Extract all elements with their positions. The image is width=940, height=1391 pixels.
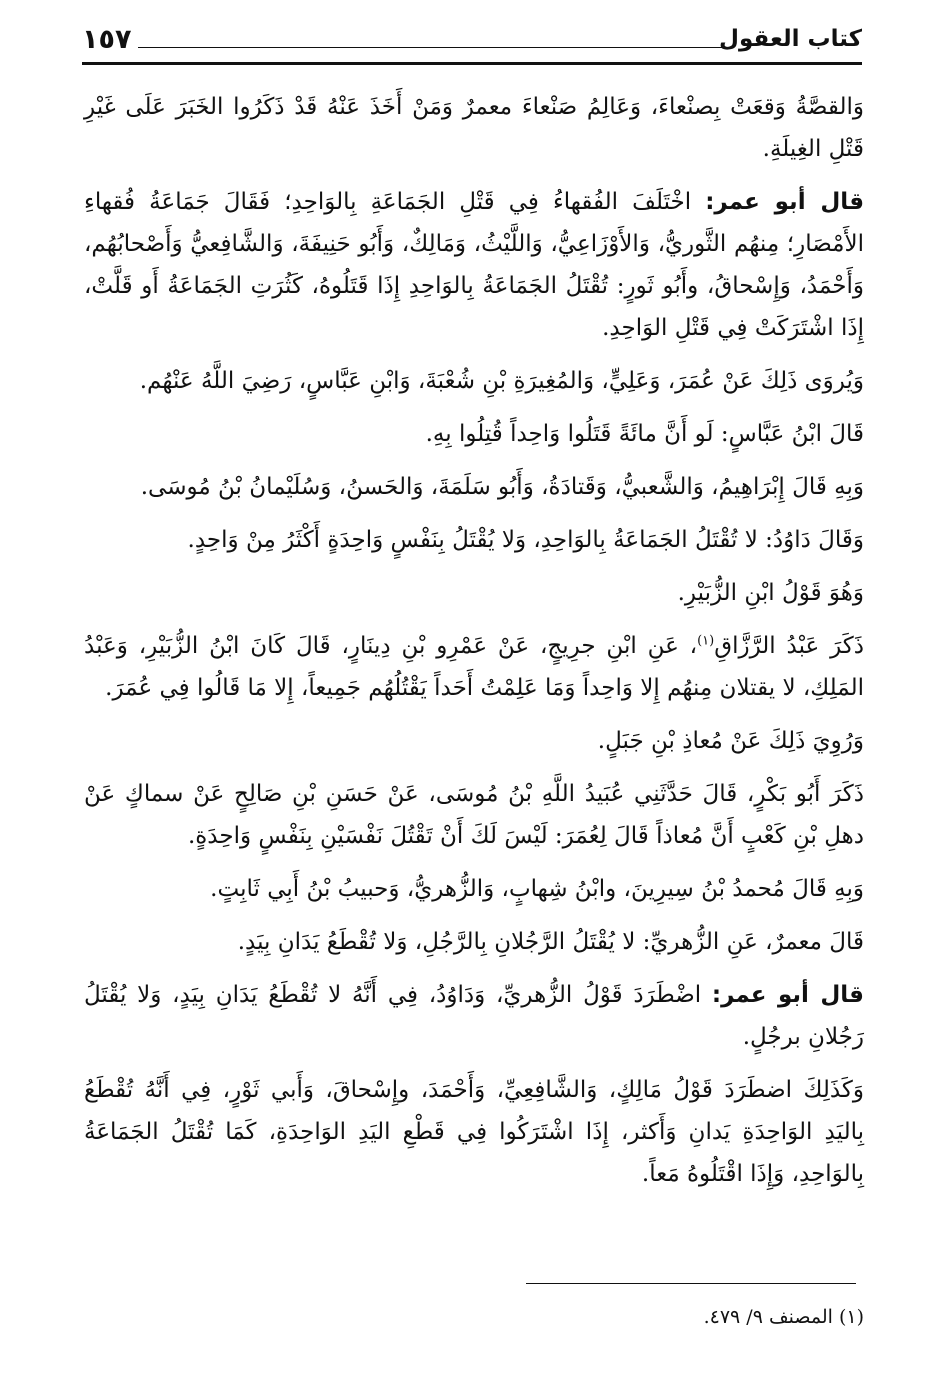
paragraph-13 <box>84 974 864 1058</box>
speaker-heading: قال أبو عمر: <box>705 189 865 215</box>
paragraph-14 <box>84 1069 864 1195</box>
paragraph-text: اخْتَلَفَ الفُقهاءُ فِي قَتْلِ الجَمَاعَةِ بِالوَاحِدِ؛ فَقَالَ جَمَاعَةُ فُقهاءِ الأَمْصَارِ؛ مِنهُم الثَّوريُّ، وَالأَوْزَاعِيُّ، وَاللَّيْثُ، وَمَالِكٌ، وَأَبُو حَنِيفَةَ، وَالشَّافِعيُّ وَأَصْحابُهُم، وَأَحْمَدُ، وَإِسْحاقُ، وأَبُو ثَورٍ: تُقْتَلُ الجَمَاعَةُ بِالوَاحِدِ إِذَا قَتَلُوهُ، كَثُرَتِ الجَمَاعَةُ أَو قَلَّتْ، إِذَا اشْتَرَكَتْ فِي قَتْلِ الوَاحِدِ. <box>84 189 864 341</box>
speaker-heading: قال أبو عمر: <box>711 982 864 1008</box>
running-title: كتاب العقول <box>719 26 862 52</box>
paragraph-9 <box>84 720 864 762</box>
page-header <box>82 20 862 64</box>
paragraph-11 <box>84 868 864 910</box>
paragraph-4 <box>84 413 864 455</box>
paragraph-text: قَالَ معمرٌ، عَنِ الزُّهريِّ: لا يُقْتَلُ الرَّجُلانِ بِالرَّجُلِ، وَلا تُقْطَعُ يَدَانِ بِيَدٍ. <box>237 929 864 955</box>
paragraph-text: وَالقصَّةُ وَقعَتْ بِصنْعاءَ، وَعَالِمُ صَنْعاءَ معمرٌ وَمَنْ أَخَذَ عَنْهُ قَدْ ذَكَرُوا الخَبَرَ عَلَى غَيْرِ قَتْلِ الغِيلَةِ. <box>84 94 864 162</box>
paragraph-text: اضْطَرَدَ قَوْلُ الزُّهريِّ، وَدَاوُدُ، فِي أَنَّهُ لا تُقْطَعُ يَدَانِ بِيَدٍ، وَلا يُقْتَلُ رَجُلانِ برجُلٍ. <box>84 982 864 1050</box>
header-rule-thin <box>138 47 730 48</box>
page-body <box>84 86 864 1206</box>
paragraph-text: قَالَ ابْنُ عَبَّاسٍ: لَو أَنَّ مائَةً قَتَلُوا وَاحِداً قُتِلُوا بِهِ. <box>425 421 864 447</box>
paragraph-text: وَقَالَ دَاوُدُ: لا تُقْتَلُ الجَمَاعَةُ بِالوَاحِدِ، وَلا يُقْتَلُ بِنَفْسٍ وَاحِدَةٍ أَكْثَرُ مِنْ وَاحِدٍ. <box>187 527 864 553</box>
paragraph-1 <box>84 86 864 170</box>
paragraph-text: وَيُروَى ذَلِكَ عَنْ عُمَرَ، وَعَلِيٍّ، وَالمُغِيرَةِ بْنِ شُعْبَةَ، وَابْنِ عَبَّاسٍ، رَضِيَ اللَّهُ عَنْهُم. <box>139 368 864 394</box>
paragraph-text: ، عَنِ ابْنِ جرِيجٍ، عَنْ عَمْرِو بْنِ دِينَارٍ، قَالَ كَانَ ابْنُ الزُّبَيْرِ، وَعَبْدُ المَلِكِ، لا يقتلان مِنهُم إِلا وَاحِداً وَمَا عَلِمْتُ أَحَداً يَقْتُلُهُم جَمِيعاً، إِلا مَا قَالُوا فِي عُمَرَ. <box>84 633 864 701</box>
paragraph-6 <box>84 519 864 561</box>
paragraph-text: وَهُوَ قَوْلُ ابْنِ الزُّبَيْرِ. <box>677 580 864 606</box>
paragraph-7 <box>84 572 864 614</box>
paragraph-text-before-ref: ذَكَرَ عَبْدُ الرَّزَّاقِ <box>714 633 864 659</box>
footnote-reference[interactable]: (١) <box>697 633 715 649</box>
paragraph-text: وَكَذَلِكَ اضطَرَدَ قَوْلُ مَالِكٍ، وَالشَّافِعِيِّ، وَأَحْمَدَ، وإِسْحاقَ، وَأَبي ثَوْرٍ، فِي أَنَّهُ تُقْطَعُ بِاليَدِ الوَاحِدَةِ يَدانِ وَأَكثر، إِذَا اشْتَرَكُوا فِي قَطْعِ اليَدِ الوَاحِدَةِ، كَمَا تُقْتَلُ الجَمَاعَةُ بِالوَاحِدِ، وَإِذَا اقْتَلُوهُ مَعاً. <box>84 1077 864 1187</box>
paragraph-2 <box>84 181 864 349</box>
paragraph-text: وَبِهِ قَالَ مُحمدُ بْنُ سِيرِينَ، وابْنُ شِهابٍ، وَالزُّهريُّ، وَحبيبُ بْنُ أَبِي ثَابِتٍ. <box>210 876 864 902</box>
paragraph-text: وَبِهِ قَالَ إِبْرَاهِيمُ، وَالشَّعبيُّ، وَقَتادَةُ، وَأَبُو سَلَمَةَ، وَالحَسنُ، وَسُلَيْمانُ بْنُ مُوسَى. <box>140 474 864 500</box>
paragraph-text: ذَكَرَ أَبُو بَكْرٍ، قَالَ حَدَّثَنِي عُبَيدُ اللَّهِ بْنُ مُوسَى، عَنْ حَسَنِ بْنِ صَالِحٍ عَنْ سماكٍ عَنْ دهلِ بْنِ كَعْبٍ أَنَّ مُعاذاً قَالَ لِعُمَرَ: لَيْسَ لَكَ أَنْ تَقْتُلَ نَفْسَيْنِ بِنَفْسٍ وَاحِدَةٍ. <box>84 781 864 849</box>
paragraph-10 <box>84 773 864 857</box>
paragraph-8 <box>84 625 864 709</box>
paragraph-5 <box>84 466 864 508</box>
header-rule-thick <box>82 62 862 65</box>
paragraph-text: وَرُوِيَ ذَلِكَ عَنْ مُعاذِ بْنِ جَبَلٍ. <box>597 728 864 754</box>
paragraph-3 <box>84 360 864 402</box>
page-number: ١٥٧ <box>82 24 132 55</box>
footnote-rule <box>526 1283 856 1284</box>
paragraph-12 <box>84 921 864 963</box>
footnote: (١) المصنف ٩/ ٤٧٩. <box>703 1306 864 1328</box>
